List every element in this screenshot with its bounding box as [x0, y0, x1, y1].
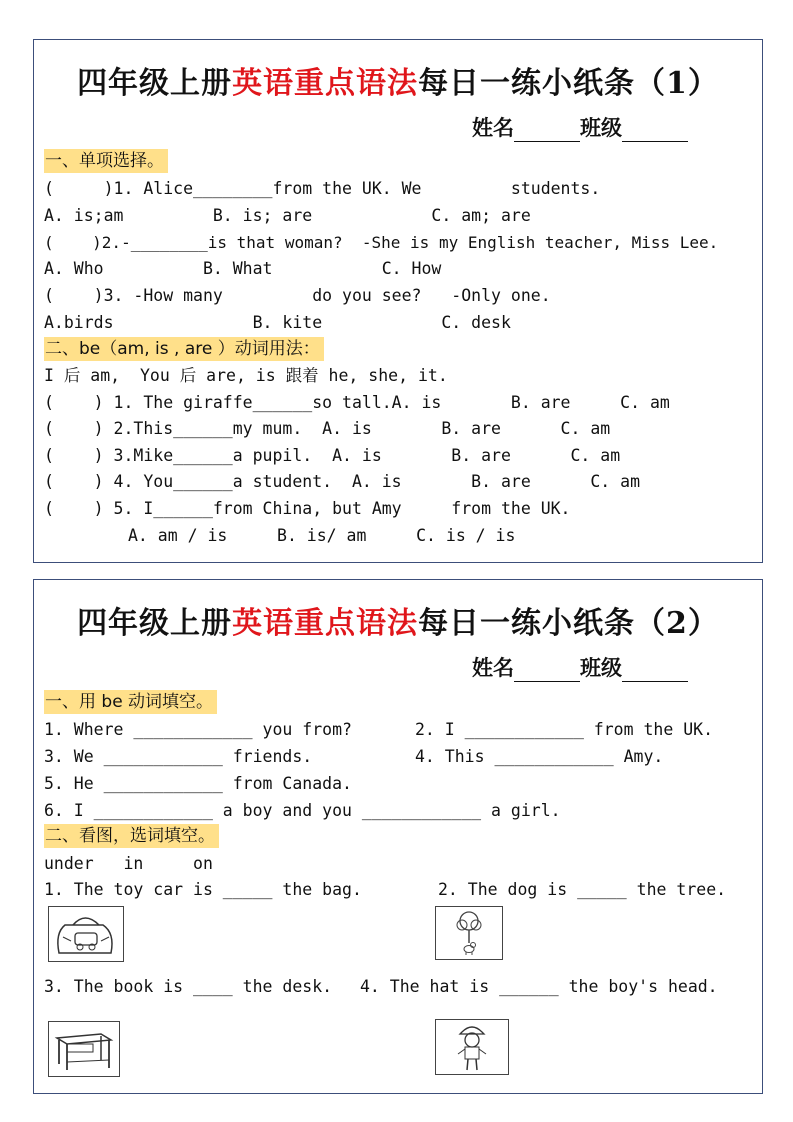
picture-question-1: 1. The toy car is _____ the bag.: [44, 880, 362, 899]
section-1-header: 一、单项选择。: [44, 149, 168, 173]
desk-picture-icon: [48, 1021, 120, 1077]
fill-3: 3. We ____________ friends.: [44, 747, 313, 766]
question-3: ( )3. -How many do you see? -Only one.: [44, 286, 551, 305]
worksheet-card-1: [33, 39, 763, 563]
picture-question-2: 2. The dog is _____ the tree.: [438, 880, 727, 899]
be-verb-rule: I 后 am, You 后 are, is 跟着 he, she, it.: [44, 366, 448, 385]
fill-1: 1. Where ____________ you from?: [44, 720, 352, 739]
bag-picture-icon: [48, 906, 124, 962]
name-blank[interactable]: [514, 121, 580, 142]
fill-2: 2. I ____________ from the UK.: [415, 720, 714, 739]
be-question-2: ( ) 2.This______my mum. A. is B. are C. am: [44, 419, 611, 438]
name-blank[interactable]: [514, 661, 580, 682]
picture-question-4: 4. The hat is ______ the boy's head.: [360, 977, 718, 996]
picture-question-3: 3. The book is ____ the desk.: [44, 977, 333, 996]
name-class-bar: [472, 112, 688, 142]
question-2-options: A. Who B. What C. How: [44, 259, 442, 278]
section-1-header: 一、用 be 动词填空。: [44, 690, 217, 714]
title-suffix: 每日一练小纸条（2）: [418, 606, 719, 641]
be-question-5: ( ) 5. I______from China, but Amy from the UK.: [44, 499, 571, 518]
title-highlight: 英语重点语法: [232, 606, 419, 641]
section-2-header: 二、be（am, is , are ）动词用法：: [44, 337, 324, 361]
be-question-5-options: A. am / is B. is/ am C. is / is: [128, 526, 516, 545]
card-2-title: [34, 598, 762, 642]
title-suffix: 每日一练小纸条（1）: [418, 66, 719, 101]
title-prefix: 四年级上册: [77, 66, 233, 101]
card-1-title: [34, 58, 762, 102]
class-label: 班级: [580, 655, 622, 680]
fill-6: 6. I ____________ a boy and you ____________ a girl.: [44, 801, 561, 820]
fill-4: 4. This ____________ Amy.: [415, 747, 664, 766]
tree-dog-picture-icon: [435, 906, 503, 960]
be-question-4: ( ) 4. You______a student. A. is B. are C. am: [44, 472, 641, 491]
section-2-header: 二、看图，选词填空。: [44, 824, 219, 848]
be-question-3: ( ) 3.Mike______a pupil. A. is B. are C. am: [44, 446, 621, 465]
title-highlight: 英语重点语法: [232, 66, 419, 101]
title-prefix: 四年级上册: [77, 606, 233, 641]
question-1-options: A. is;am B. is; are C. am; are: [44, 206, 531, 225]
fill-5: 5. He ____________ from Canada.: [44, 774, 352, 793]
name-class-bar: [472, 652, 688, 682]
name-label: 姓名: [472, 115, 514, 140]
question-1: ( )1. Alice________from the UK. We students.: [44, 179, 601, 198]
worksheet-card-2: [33, 579, 763, 1094]
be-question-1: ( ) 1. The giraffe______so tall.A. is B. are C. am: [44, 393, 670, 412]
question-2: ( )2.-________is that woman? -She is my English teacher, Miss Lee.: [44, 233, 719, 252]
word-bank: under in on: [44, 854, 213, 873]
name-label: 姓名: [472, 655, 514, 680]
class-label: 班级: [580, 115, 622, 140]
class-blank[interactable]: [622, 121, 688, 142]
question-3-options: A.birds B. kite C. desk: [44, 313, 511, 332]
class-blank[interactable]: [622, 661, 688, 682]
boy-hat-picture-icon: [435, 1019, 509, 1075]
